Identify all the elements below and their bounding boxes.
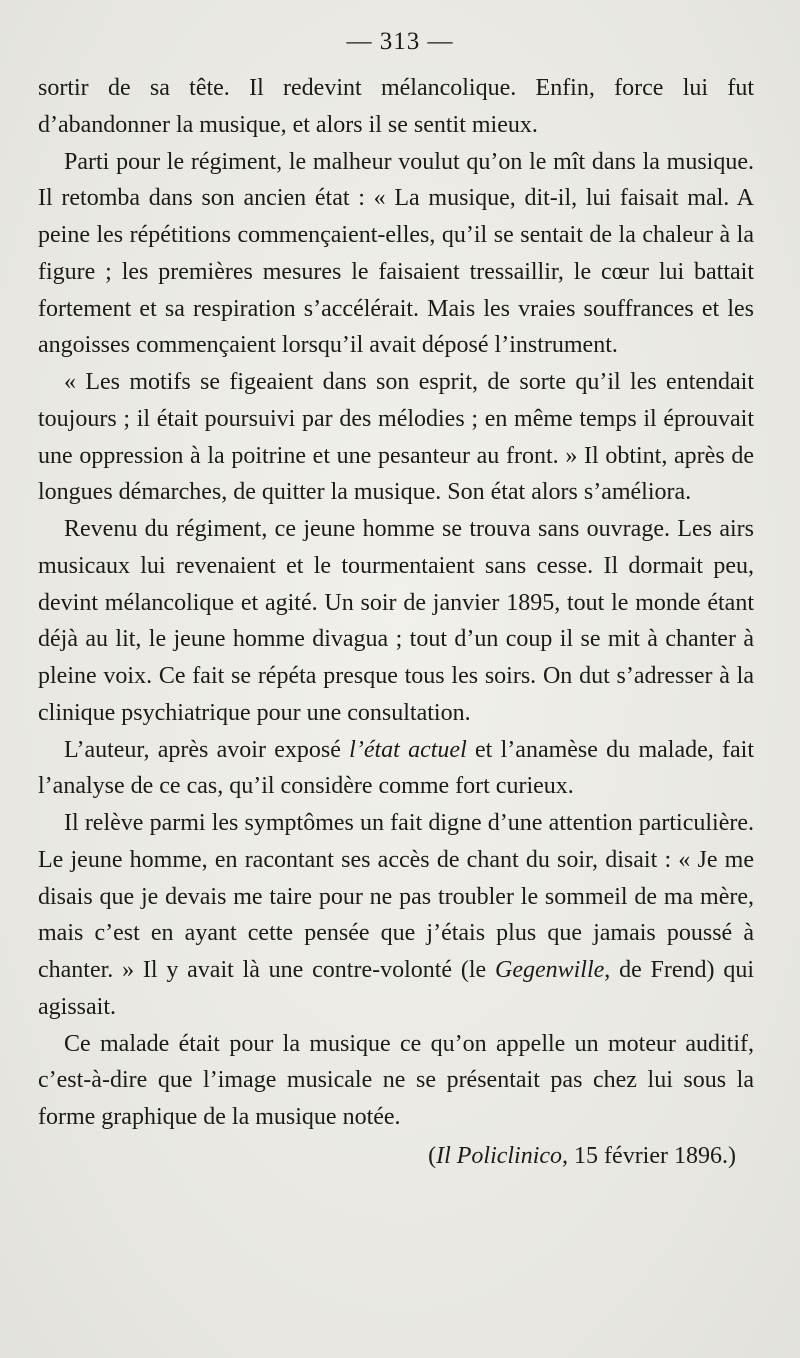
source-journal: Il Policlinico, — [436, 1142, 569, 1169]
paragraph-4: Revenu du régiment, ce jeune homme se trouva sans ouvrage. Les airs musicaux lui revenaient et le tourmentaient sans cesse. Il dormait peu, devint mélancolique et agité. Un soir de janvier 1895, tout le monde étant déjà au lit, le jeune homme divagua ; tout d’un coup il se mit à chanter à pleine voix. Ce fait se répéta presque tous les soirs. On dut s’adresser à la clinique psychiatrique pour une consultation. — [38, 516, 754, 726]
paragraph-3: « Les motifs se figeaient dans son esprit, de sorte qu’il les entendait toujours ; il était poursuivi par des mélodies ; en même temps il éprouvait une oppression à la poitrine et une pesanteur au front. » Il obtint, après de longues démarches, de quitter la musique. Son état alors s’améliora. — [38, 369, 754, 506]
paragraph-6-text-b: , de Frend) qui agissait. — [38, 957, 754, 1020]
source-open: ( — [428, 1142, 437, 1169]
paragraph-5-emphasis: l’état actuel — [349, 736, 467, 763]
paragraph-5-text-a: L’auteur, après avoir exposé — [64, 736, 350, 763]
page-number: — 313 — — [346, 28, 454, 55]
paragraph-5 — [38, 732, 754, 806]
paragraph-5-text-b: et l’anamèse du malade, fait l’analyse de ce cas, qu’il considère comme fort curieux. — [38, 736, 755, 800]
source-date: 15 février 1896.) — [568, 1142, 736, 1169]
body-text — [38, 70, 754, 1175]
paragraph-6-text-a: Il relève parmi les symptômes un fait digne d’une attention particulière. Le jeune homme, en racontant ses accès de chant du soir, disait : « Je me disais que je devais me taire pour ne pas troubler le sommeil de ma mère, mais c’est en ayant cette pensée que j’étais plus que jamais poussé à chanter. » Il y avait là une contre-volonté (le — [38, 810, 754, 983]
paragraph-7: Ce malade était pour la musique ce qu’on appelle un moteur auditif, c’est-à-dire que l’image musicale ne se présentait pas chez lui sous la forme graphique de la musique notée. — [38, 1030, 754, 1130]
paragraph-6-emphasis: Gegenwille — [494, 957, 605, 983]
paragraph-1: sortir de sa tête. Il redevint mélancolique. Enfin, force lui fut d’abandonner la musique, et alors il se sentit mieux. — [38, 75, 754, 138]
source-citation — [38, 1138, 754, 1175]
paragraph-6 — [38, 805, 754, 1026]
paragraph-2: Parti pour le régiment, le malheur voulut qu’on le mît dans la musique. Il retomba dans son ancien état : « La musique, dit-il, lui faisait mal. A peine les répétitions commençaient-elles, qu’il se sentait de la chaleur à la figure ; les premières mesures le faisaient tressaillir, le cœur lui battait fortement et sa respiration s’accélérait. Mais les vraies souffrances et les angoisses commençaient lorsqu’il avait déposé l’instrument. — [38, 148, 754, 359]
